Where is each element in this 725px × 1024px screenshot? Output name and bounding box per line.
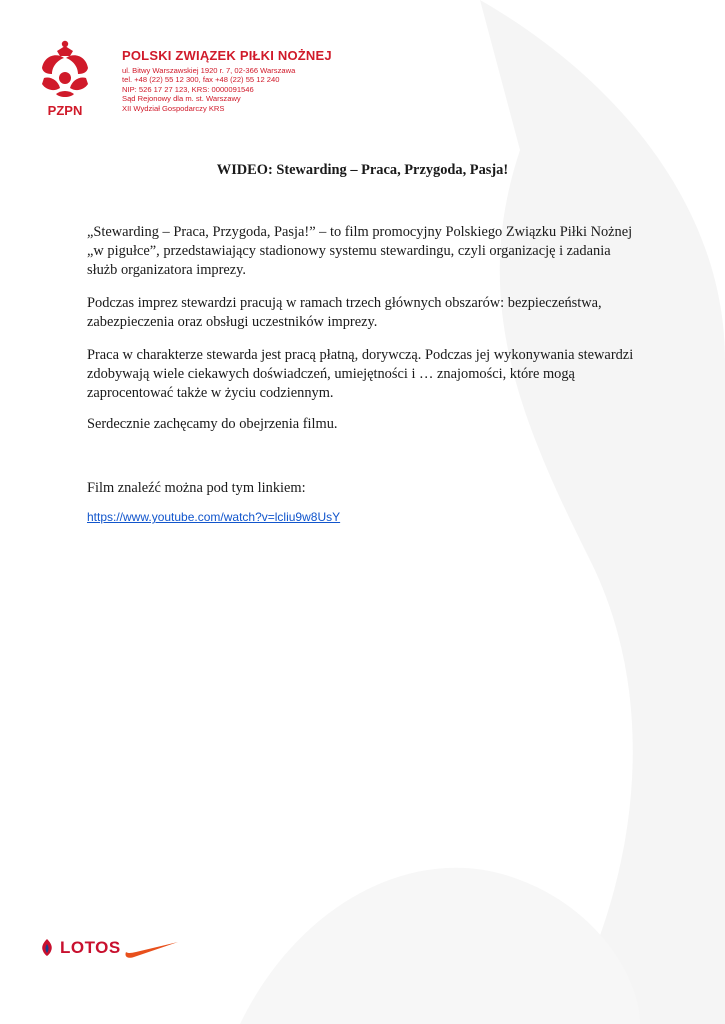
- paragraph-intro: „Stewarding – Praca, Przygoda, Pasja!” – to film promocyjny Polskiego Związku Piłki Nożnej „w pigułce”, przedstawiający stadionowy systemu stewardingu, czyli organizację i zadania służb organizatora imprezy.: [87, 224, 633, 278]
- lotos-flame-icon: [37, 938, 57, 958]
- court-line: Sąd Rejonowy dla m. st. Warszawy: [122, 94, 241, 104]
- paragraph-areas: Podczas imprez stewardzi pracują w ramach trzech głównych obszarów: bezpieczeństwa, zabezpieczenia oraz obsługi uczestników imprezy.: [87, 295, 602, 330]
- sponsor-lotos: [37, 936, 121, 960]
- nike-swoosh-icon: [124, 938, 180, 960]
- paragraph-work: Praca w charakterze stewarda jest pracą płatną, dorywczą. Podczas jej wykonywania stewardzi zdobywają wiele ciekawych doświadczeń, umiejętności i … znajomości, które mogą zaprocentować także w życiu codziennym.: [87, 347, 634, 401]
- video-link[interactable]: https://www.youtube.com/watch?v=lcliu9w8UsY: [87, 510, 341, 524]
- court-division-line: XII Wydział Gospodarczy KRS: [122, 103, 225, 113]
- pzpn-logo: [34, 38, 96, 118]
- document-title: WIDEO: Stewarding – Praca, Przygoda, Pasja!: [216, 162, 509, 178]
- logo-text: PZPN: [47, 103, 83, 118]
- address-line: ul. Bitwy Warszawskiej 1920 r. 7, 02-366 Warszawa: [122, 66, 296, 75]
- registration-line: NIP: 526 17 27 123, KRS: 0000091546: [122, 84, 254, 94]
- organization-name: POLSKI ZWIĄZEK PIŁKI NOŻNEJ: [122, 48, 332, 63]
- paragraph-link-intro: Film znaleźć można pod tym linkiem:: [87, 480, 306, 496]
- lotos-wordmark: LOTOS: [60, 938, 121, 957]
- phone-line: tel. +48 (22) 55 12 300, fax +48 (22) 55 12 240: [122, 75, 280, 85]
- organization-address: [122, 66, 295, 113]
- paragraph-invitation: Serdecznie zachęcamy do obejrzenia filmu.: [87, 416, 338, 432]
